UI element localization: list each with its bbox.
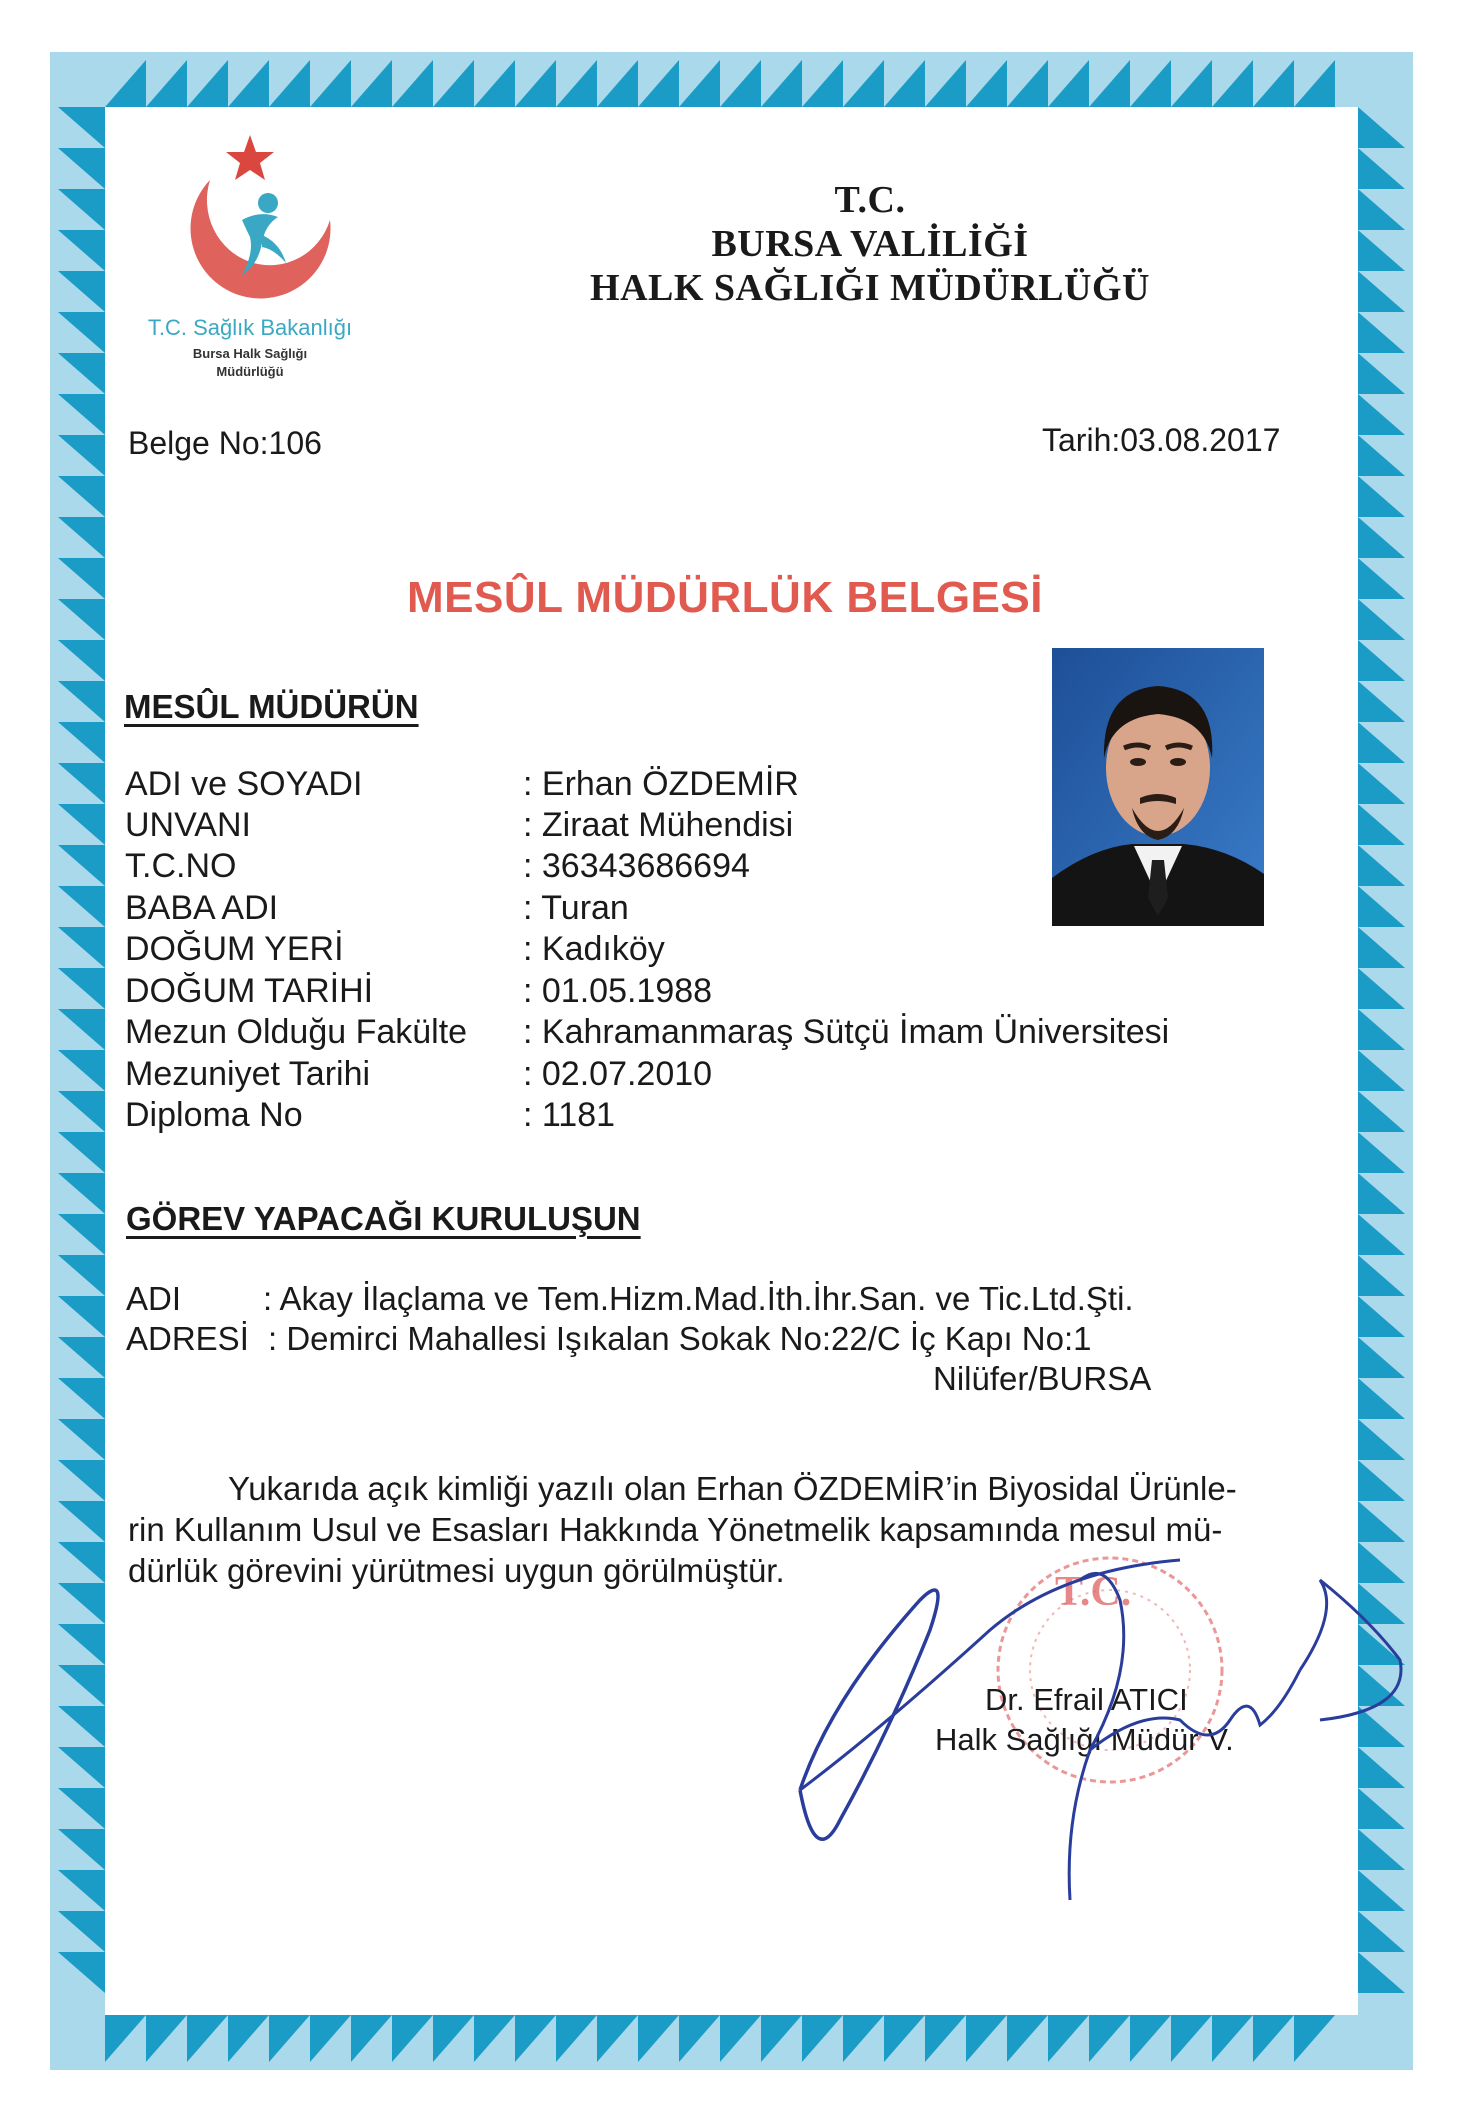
logo-subtitle-2: Müdürlüğü [216,364,284,379]
organization-section-title: GÖREV YAPACAĞI KURULUŞUN [126,1200,641,1237]
header-directorate: HALK SAĞLIĞI MÜDÜRLÜĞÜ [590,267,1150,309]
statement-line-2: rin Kullanım Usul ve Esasları Hakkında Yönetmelik kapsamında mesul mü- [128,1511,1223,1548]
portrait-photo [1052,648,1264,926]
logo-ministry-name: T.C. Sağlık Bakanlığı [147,315,353,340]
org-address-label: ADRESİ [126,1320,249,1357]
signatory-title: Halk Sağlığı Müdür V. [935,1722,1234,1757]
field-label-diploma-no: Diploma No [125,1096,303,1134]
header-tc: T.C. [834,179,906,221]
field-value-father-name: : Turan [523,889,629,927]
ministry-logo [150,125,350,315]
org-address-value: : Demirci Mahallesi Işıkalan Sokak No:22/C İç Kapı No:1 [268,1320,1092,1357]
signatory-name: Dr. Efrail ATICI [985,1682,1188,1717]
ministry-of-health-crescent-logo [150,125,350,315]
field-label-id-number: T.C.NO [125,847,237,885]
field-label-birthdate: DOĞUM TARİHİ [125,972,374,1010]
org-address-city: Nilüfer/BURSA [933,1360,1152,1397]
header-governorship: BURSA VALİLİĞİ [711,223,1029,265]
field-value-birthplace: : Kadıköy [523,930,665,968]
logo-subtitle-1: Bursa Halk Sağlığı [192,346,308,361]
field-label-birthplace: DOĞUM YERİ [125,930,344,968]
statement-line-1: Yukarıda açık kimliği yazılı olan Erhan ÖZDEMİR’in Biyosidal Ürünle- [228,1470,1237,1507]
field-value-id-number: : 36343686694 [523,847,750,885]
org-name-label: ADI [126,1280,182,1317]
document-date: Tarih:03.08.2017 [1042,422,1281,458]
field-label-graduation-date: Mezuniyet Tarihi [125,1055,371,1093]
field-value-graduation-date: : 02.07.2010 [523,1055,713,1093]
field-value-diploma-no: : 1181 [523,1096,616,1134]
field-value-name: : Erhan ÖZDEMİR [523,765,799,803]
field-label-father-name: BABA ADI [125,889,279,927]
field-value-faculty: : Kahramanmaraş Sütçü İmam Üniversitesi [523,1013,1170,1051]
stamp-text: T.C. [1055,1569,1132,1615]
field-value-title: : Ziraat Mühendisi [523,806,794,844]
org-name-value: : Akay İlaçlama ve Tem.Hizm.Mad.İth.İhr.San. ve Tic.Ltd.Şti. [263,1280,1134,1317]
field-label-name: ADI ve SOYADI [125,765,363,803]
field-label-faculty: Mezun Olduğu Fakülte [125,1013,468,1051]
handwritten-signature [760,1520,1420,1940]
document-title: MESÛL MÜDÜRLÜK BELGESİ [407,573,1043,622]
field-value-birthdate: : 01.05.1988 [523,972,713,1010]
statement-line-3: dürlük görevini yürütmesi uygun görülmüştür. [128,1552,785,1589]
manager-section-title: MESÛL MÜDÜRÜN [124,688,419,725]
field-label-title: UNVANI [125,806,251,844]
document-number: Belge No:106 [128,425,322,461]
